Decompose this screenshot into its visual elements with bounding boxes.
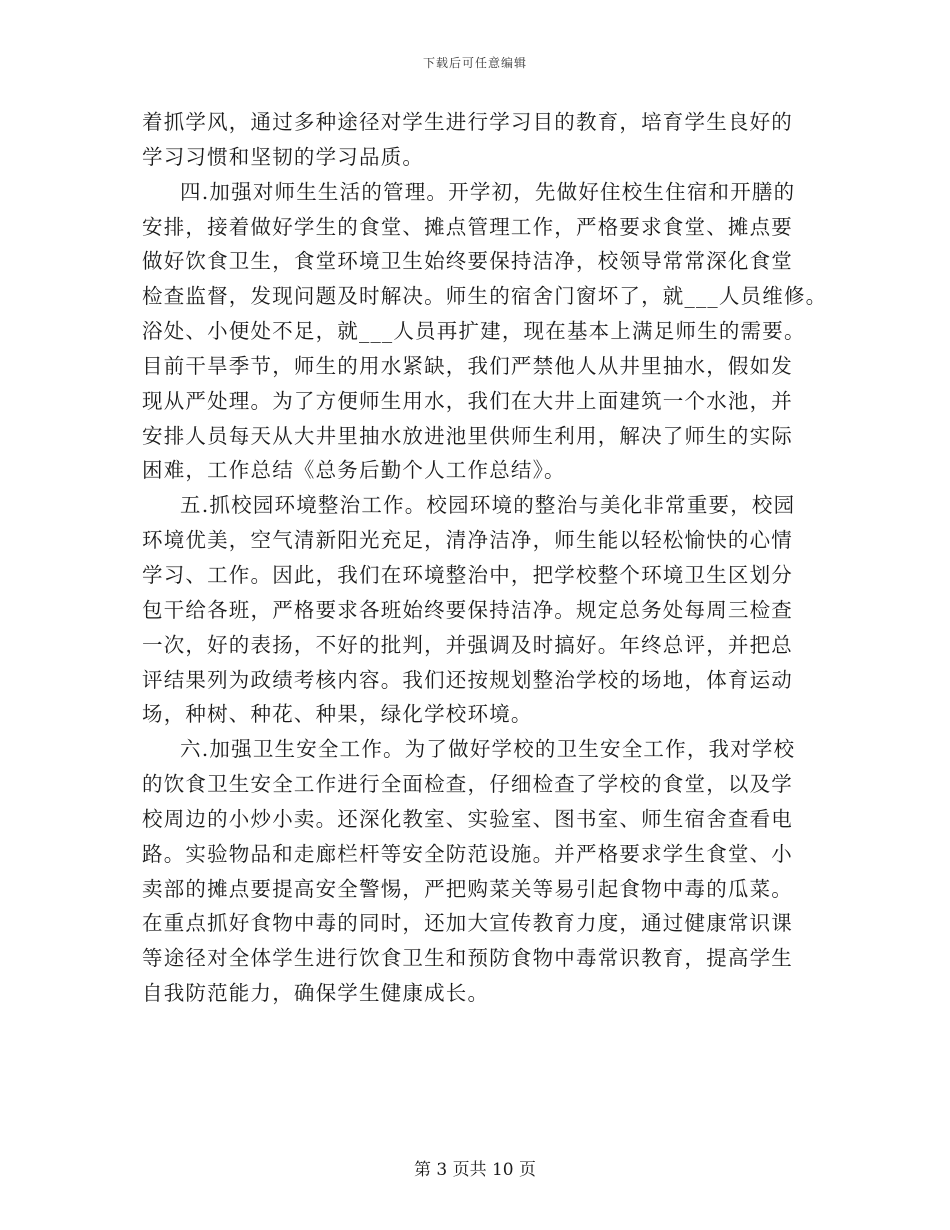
text-line: 校周边的小炒小卖。还深化教室、实验室、图书室、师生宿舍查看电 — [142, 806, 793, 831]
body-text — [142, 105, 828, 1011]
text-line: 检查监督，发现问题及时解决。师生的宿舍门窗坏了，就___人员维修。 — [142, 284, 828, 309]
text-line: 目前干旱季节，师生的用水紧缺，我们严禁他人从井里抽水，假如发 — [142, 353, 793, 378]
text-line: 困难，工作总结《总务后勤个人工作总结》。 — [142, 458, 566, 483]
text-line: 做好饮食卫生，食堂环境卫生始终要保持洁净，校领导常常深化食堂 — [142, 249, 793, 274]
text-line: 卖部的摊点要提高安全警惕，严把购菜关等易引起食物中毒的瓜菜。 — [142, 876, 793, 901]
page-number: 第 3 页共 10 页 — [413, 1160, 537, 1180]
text-line: 一次，好的表扬，不好的批判，并强调及时搞好。年终总评，并把总 — [142, 632, 793, 657]
text-line: 等途径对全体学生进行饮食卫生和预防食物中毒常识教育，提高学生 — [142, 946, 793, 971]
text-line: 学习习惯和坚韧的学习品质。 — [142, 144, 425, 169]
text-line: 着抓学风，通过多种途径对学生进行学习目的教育，培育学生良好的 — [142, 110, 793, 134]
page-header-note: 下载后可任意编辑 — [422, 56, 527, 70]
text-line: 浴处、小便处不足，就___人员再扩建，现在基本上满足师生的需要。 — [142, 319, 806, 344]
paragraph-start-line: 四.加强对师生生活的管理。开学初，先做好住校生住宿和开膳的 — [180, 179, 796, 204]
paragraph-start-line: 六.加强卫生安全工作。为了做好学校的卫生安全工作，我对学校 — [180, 737, 796, 762]
text-line: 路。实验物品和走廊栏杆等安全防范设施。并严格要求学生食堂、小 — [142, 841, 793, 866]
text-line: 安排人员每天从大井里抽水放进池里供师生利用，解决了师生的实际 — [142, 423, 793, 448]
text-line: 自我防范能力，确保学生健康成长。 — [142, 981, 490, 1006]
text-line: 评结果列为政绩考核内容。我们还按规划整治学校的场地，体育运动 — [142, 667, 793, 692]
text-line: 的饮食卫生安全工作进行全面检查，仔细检查了学校的食堂，以及学 — [142, 772, 793, 797]
paragraph-start-line: 五.抓校园环境整治工作。校园环境的整治与美化非常重要，校园 — [180, 493, 796, 518]
text-line: 学习、工作。因此，我们在环境整治中，把学校整个环境卫生区划分 — [142, 562, 793, 587]
text-line: 包干给各班，严格要求各班始终要保持洁净。规定总务处每周三检查 — [142, 597, 793, 622]
text-line: 现从严处理。为了方便师生用水，我们在大井上面建筑一个水池，并 — [142, 388, 793, 413]
text-line: 场，种树、种花、种果，绿化学校环境。 — [142, 702, 533, 727]
text-line: 安排，接着做好学生的食堂、摊点管理工作，严格要求食堂、摊点要 — [142, 214, 793, 239]
text-line: 环境优美，空气清新阳光充足，清净洁净，师生能以轻松愉快的心情 — [142, 528, 793, 553]
text-line: 在重点抓好食物中毒的同时，还加大宣传教育力度，通过健康常识课 — [142, 911, 793, 936]
